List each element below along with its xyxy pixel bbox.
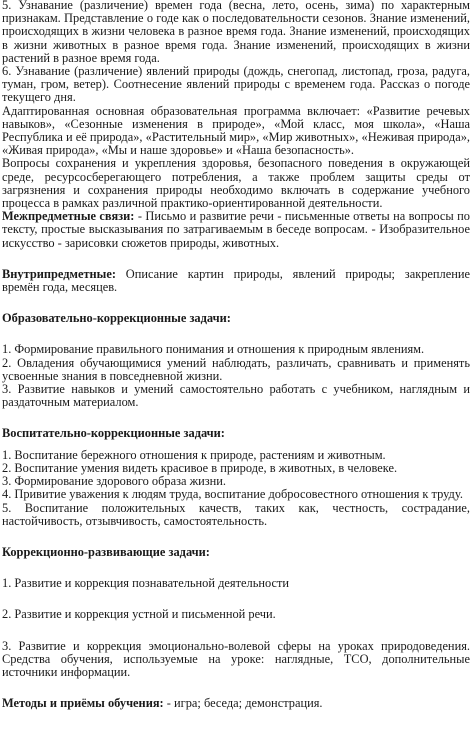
methods-text: - игра; беседа; демонстрация.: [163, 696, 323, 711]
paragraph-weather: 6. Узнавание (различение) явлений природы (дождь, снегопад, листопад, гроза, радуга, туман, гром, ветер). Соотнесение явлений природы с временем года. Рассказ о погоде текущего дня.: [2, 64, 470, 105]
educational-item: 1. Формирование правильного понимания и отношения к природным явлениям.: [2, 342, 425, 357]
intradisciplinary-text: Описание картин природы, явлений природы; закрепление времён года, месяцев.: [2, 266, 470, 295]
section-heading-upbringing: Воспитательно-коррекционные задачи:: [2, 426, 225, 441]
educational-item: 3. Развитие навыков и умений самостоятельно работать с учебником, наглядным и раздаточным материалом.: [2, 382, 470, 410]
methods-label: Методы и приёмы обучения:: [2, 696, 164, 711]
paragraph-seasons: 5. Узнавание (различение) времен года (весна, лето, осень, зима) по характерным признакам. Представление о годе как о последовательности сезонов. Знание изменений, происходящих в жизни человека в разное время года. Знание изменений, происходящих в жизни животных в разное время года. Знание изменений, происходящих в жизни растений в разное время года.: [2, 0, 470, 65]
intradisciplinary-label: Внутрипредметные:: [2, 266, 116, 281]
educational-item: 2. Овладения обучающимися умений наблюдать, различать, сравнивать и применять усвоенные знания в повседневной жизни.: [2, 355, 470, 383]
interdisciplinary-label: Межпредметные связи:: [2, 209, 135, 224]
developmental-item: 1. Развитие и коррекция познавательной деятельности: [2, 576, 290, 591]
document-page: [2, 0, 470, 710]
upbringing-item: 3. Формирование здорового образа жизни.: [2, 474, 227, 489]
methods-paragraph: [2, 697, 470, 710]
interdisciplinary-paragraph: [2, 210, 470, 250]
developmental-item: 2. Развитие и коррекция устной и письменной речи.: [2, 607, 276, 622]
upbringing-item: 1. Воспитание бережного отношения к природе, растениям и животным.: [2, 447, 386, 462]
interdisciplinary-text: - Письмо и развитие речи - письменные ответы на вопросы по тексту, простые высказывания по затрагиваемым в беседе вопросам. - Изобразительное искусство - зарисовки сюжетов природы, животных.: [2, 209, 471, 250]
section-heading-educational: Образовательно-коррекционные задачи:: [2, 311, 231, 326]
intradisciplinary-paragraph: [2, 268, 470, 294]
section-heading-developmental: Коррекционно-развивающие задачи:: [2, 544, 210, 559]
paragraph-health: Вопросы сохранения и укрепления здоровья, безопасного поведения в окружающей среде, ресурсосберегающего потребления, а также проблем защиты среды от загрязнения и сохранения природы необходимо включать в содержание учебного процесса в рамках различной практико-ориентированной деятельности.: [2, 156, 470, 211]
upbringing-item: 4. Привитие уважения к людям труда, воспитание добросовестного отношения к труду.: [2, 487, 463, 502]
paragraph-program: Адаптированная основная образовательная программа включает: «Развитие речевых навыков», «Сезонные изменения в природе», «Мой класс, моя школа», «Наша Республика и её природа», «Растительный мир», «Мир животных», «Неживая природа», «Живая природа», «Мы и наше здоровье» и «Наша безопасность».: [2, 103, 470, 158]
upbringing-item: 5. Воспитание положительных качеств, таких как, честность, сострадание, настойчивость, отзывчивость, самостоятельность.: [2, 500, 470, 528]
upbringing-item: 2. Воспитание умения видеть красивое в природе, в животных, в человеке.: [2, 460, 398, 475]
developmental-item: 3. Развитие и коррекция эмоционально-волевой сферы на уроках природоведения. Средства обучения, используемые на уроке: наглядные, ТСО, дополнительные источники информации.: [2, 638, 470, 679]
